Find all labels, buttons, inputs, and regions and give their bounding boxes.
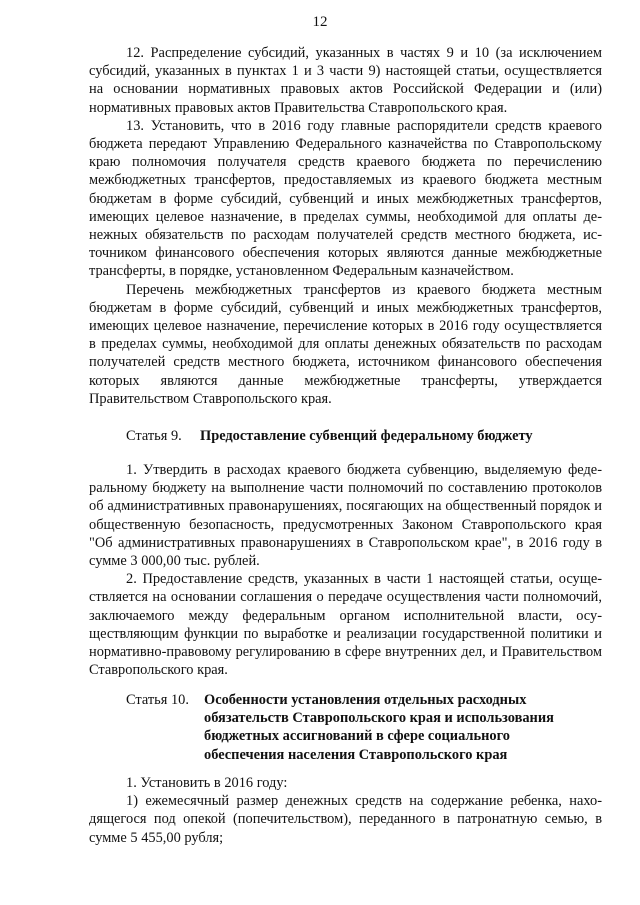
article-9-body [89, 461, 602, 679]
article-10-body [89, 774, 602, 847]
article-title-line: обеспечения населения Ставропольского края [204, 746, 508, 763]
article-title [204, 691, 554, 764]
section-13-body [89, 44, 602, 408]
article-title-line: бюджетных ассигнований в сфере социального [204, 728, 510, 745]
paragraph: 1. Установить в 2016 году: [126, 775, 288, 791]
paragraph: 12. Распределение субсидий, указанных в частях 9 и 10 (за исключением субсидий, указанных в пунктах 1 и 3 части 9) настоящей статьи, осуществляется на основании нормативных правовых актов Российской Федерации и (или) нормативных правовых актов Правительства Ставропольского края. [89, 45, 602, 116]
paragraph: Перечень межбюджетных трансфертов из краевого бюджета местным бюджетам в форме субсидий, субвенций и иных межбюджетных трансфертов, имеющих целевое назначение, перечисление которых в 2016 году осуществляется в пределах суммы, необходимой для оплаты денежных обязательств по расходам получателей средств местного бюджета, источником финансового обеспечения которых являются данные межбюджетные трансферты, утверждается Правительством Ставропольского края. [89, 281, 602, 407]
article-title-line: Предоставление субвенций федеральному бюджету [200, 428, 533, 444]
paragraph: 1. Утвердить в расходах краевого бюджета субвенцию, выделяемую федеральному бюджету на выполнение части полномочий по составлению протоколов об административных правонарушениях, посягающих на общественный порядок и общественную безопасность, предусмотренных Законом Ставропольского края "Об административных правонарушениях в Ставропольском крае", в 2016 году в сумме 3 000,00 тыс. рублей. [89, 462, 602, 570]
article-title [200, 427, 533, 445]
page-number: 12 [312, 14, 328, 30]
paragraph: 2. Предоставление средств, указанных в части 1 настоящей статьи, осуществляется на основании соглашения о передаче осуществления части полномочий, заключаемого между федеральным органом исполнительной власти, осуществляющим функции по выработке и реализации государственной политики и нормативно-правовому регулированию в сфере внутренних дел, и Правительством Ставропольского края. [89, 571, 602, 679]
article-label: Статья 10. [126, 692, 189, 708]
paragraph: 13. Установить, что в 2016 году главные распорядители средств краевого бюджета передают Управлению Федерального казначейства по Ставропольскому краю полномочия получателя средств краевого бюджета по перечислению межбюджетных трансфертов, предоставляемых из краевого бюджета местным бюджетам в форме субсидий, субвенций и иных межбюджетных трансфертов, имеющих целевое назначение, в пределах суммы, необходимой для оплаты денежных обязательств по расходам получателей средств местного бюджета, источником финансового обеспечения которых являются данные межбюджетные трансферты, в порядке, установленном Федеральным казначейством. [89, 117, 602, 280]
paragraph: 1) ежемесячный размер денежных средств на содержание ребенка, находящегося под опекой (попечительством), переданного в патронатную семью, в сумме 5 455,00 рубля; [89, 793, 602, 846]
article-label: Статья 9. [126, 428, 182, 444]
article-title-line: обязательств Ставропольского края и использования [204, 710, 554, 727]
article-title-line: Особенности установления отдельных расходных [204, 692, 527, 708]
